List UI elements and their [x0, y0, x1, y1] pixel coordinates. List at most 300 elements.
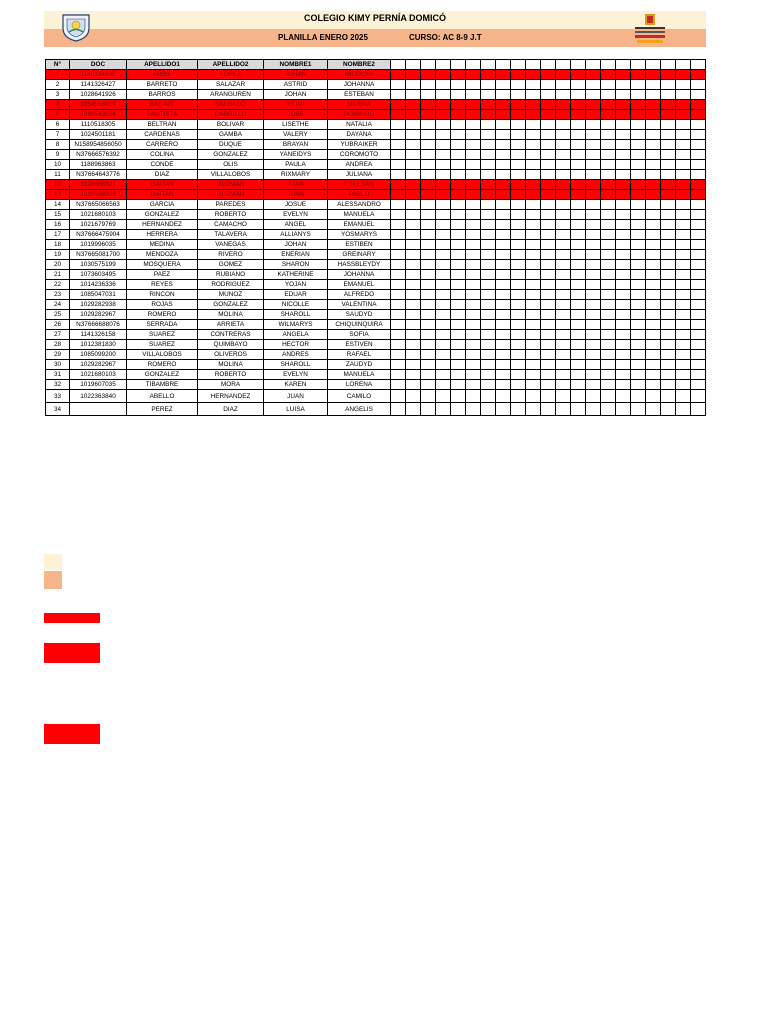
table-row — [46, 240, 706, 250]
grid-cell — [511, 80, 526, 90]
grid-cell — [586, 100, 601, 110]
grid-cell — [646, 360, 661, 370]
grid-cell — [406, 90, 421, 100]
table-row — [46, 170, 706, 180]
grid-cell — [691, 260, 706, 270]
grid-cell — [466, 290, 481, 300]
grid-cell — [526, 210, 541, 220]
grid-cell — [601, 140, 616, 150]
grid-cell — [631, 210, 646, 220]
nombre1-cell: ANGEL — [264, 220, 328, 230]
apellido2-cell: VILLALOBOS — [198, 170, 264, 180]
grid-cell — [481, 150, 496, 160]
grid-cell — [406, 300, 421, 310]
grid-cell — [526, 260, 541, 270]
doc-cell: 1028641926 — [70, 90, 127, 100]
grid-cell — [391, 320, 406, 330]
grid-cell — [406, 190, 421, 200]
grid-cell — [661, 240, 676, 250]
grid-header-cell — [646, 60, 661, 70]
grid-cell — [631, 230, 646, 240]
grid-cell — [511, 270, 526, 280]
grid-cell — [541, 403, 556, 416]
grid-cell — [421, 120, 436, 130]
grid-cell — [676, 120, 691, 130]
grid-cell — [481, 260, 496, 270]
nombre2-cell: JULIANA — [328, 170, 391, 180]
grid-cell — [616, 80, 631, 90]
apellido2-cell: ARANGUREN — [198, 90, 264, 100]
grid-cell — [451, 370, 466, 380]
grid-cell — [691, 370, 706, 380]
grid-cell — [586, 370, 601, 380]
nombre1-cell: JOHAN — [264, 70, 328, 80]
nombre2-cell: NICOLAS — [328, 70, 391, 80]
grid-header-cell — [421, 60, 436, 70]
grid-cell — [406, 150, 421, 160]
grid-cell — [691, 80, 706, 90]
grid-cell — [406, 80, 421, 90]
grid-cell — [421, 200, 436, 210]
grid-cell — [601, 210, 616, 220]
grid-cell — [616, 170, 631, 180]
grid-cell — [511, 260, 526, 270]
grid-cell — [391, 330, 406, 340]
course-label: CURSO: AC 8-9 J.T — [409, 33, 482, 42]
apellido1-cell: BELTRAN — [127, 120, 198, 130]
grid-cell — [451, 260, 466, 270]
nombre2-cell: ESTIBEN — [328, 240, 391, 250]
grid-cell — [406, 110, 421, 120]
grid-cell — [421, 150, 436, 160]
grid-cell — [541, 310, 556, 320]
grid-cell — [406, 70, 421, 80]
grid-cell — [436, 160, 451, 170]
grid-cell — [421, 280, 436, 290]
grid-cell — [526, 90, 541, 100]
grid-cell — [646, 170, 661, 180]
grid-cell — [556, 280, 571, 290]
grid-cell — [481, 360, 496, 370]
nombre2-cell: PABLO — [328, 190, 391, 200]
apellido1-cell: PEREZ — [127, 403, 198, 416]
grid-cell — [586, 140, 601, 150]
grid-cell — [391, 350, 406, 360]
nombre1-cell: ANDRES — [264, 350, 328, 360]
grid-cell — [421, 240, 436, 250]
table-row — [46, 180, 706, 190]
grid-cell — [646, 260, 661, 270]
grid-cell — [601, 310, 616, 320]
grid-cell — [556, 200, 571, 210]
nombre1-cell: JUAN — [264, 390, 328, 403]
grid-cell — [646, 220, 661, 230]
grid-cell — [526, 220, 541, 230]
grid-cell — [526, 290, 541, 300]
grid-cell — [631, 403, 646, 416]
grid-cell — [631, 140, 646, 150]
doc-cell: 1085047031 — [70, 290, 127, 300]
grid-cell — [616, 200, 631, 210]
grid-cell — [571, 370, 586, 380]
grid-cell — [691, 160, 706, 170]
grid-cell — [541, 190, 556, 200]
grid-cell — [661, 190, 676, 200]
grid-cell — [436, 330, 451, 340]
grid-cell — [691, 270, 706, 280]
grid-cell — [541, 330, 556, 340]
grid-cell — [646, 270, 661, 280]
grid-cell — [511, 250, 526, 260]
grid-cell — [406, 160, 421, 170]
row-number: 16 — [46, 220, 70, 230]
nombre2-cell: ANGELIS — [328, 403, 391, 416]
apellido1-cell: COLINA — [127, 150, 198, 160]
grid-cell — [481, 190, 496, 200]
apellido1-cell: GAITAN — [127, 190, 198, 200]
apellido2-cell: HERNANDEZ — [198, 390, 264, 403]
grid-cell — [646, 300, 661, 310]
grid-cell — [511, 150, 526, 160]
grid-cell — [601, 330, 616, 340]
nombre1-cell: JOHAN — [264, 240, 328, 250]
grid-cell — [616, 110, 631, 120]
grid-cell — [631, 350, 646, 360]
grid-cell — [616, 403, 631, 416]
grid-cell — [601, 90, 616, 100]
grid-cell — [421, 290, 436, 300]
grid-cell — [466, 330, 481, 340]
grid-cell — [496, 320, 511, 330]
grid-cell — [676, 160, 691, 170]
grid-cell — [586, 190, 601, 200]
grid-cell — [496, 280, 511, 290]
grid-cell — [661, 370, 676, 380]
grid-cell — [451, 403, 466, 416]
grid-cell — [676, 390, 691, 403]
doc-cell: 1021680103 — [70, 370, 127, 380]
grid-cell — [676, 70, 691, 80]
grid-cell — [616, 70, 631, 80]
grid-cell — [571, 180, 586, 190]
grid-cell — [556, 70, 571, 80]
nombre1-cell: YANEIDYS — [264, 150, 328, 160]
grid-cell — [661, 130, 676, 140]
grid-cell — [526, 130, 541, 140]
doc-cell: N158954856050 — [70, 140, 127, 150]
grid-cell — [601, 70, 616, 80]
grid-cell — [451, 300, 466, 310]
grid-cell — [436, 230, 451, 240]
grid-cell — [526, 250, 541, 260]
grid-cell — [391, 100, 406, 110]
grid-cell — [496, 70, 511, 80]
grid-cell — [481, 300, 496, 310]
grid-cell — [421, 300, 436, 310]
grid-cell — [436, 150, 451, 160]
grid-cell — [496, 190, 511, 200]
grid-cell — [541, 380, 556, 390]
grid-cell — [451, 200, 466, 210]
grid-cell — [496, 150, 511, 160]
grid-cell — [661, 140, 676, 150]
grid-cell — [601, 180, 616, 190]
grid-cell — [466, 340, 481, 350]
doc-cell: 1085099200 — [70, 350, 127, 360]
grid-cell — [676, 130, 691, 140]
grid-cell — [661, 390, 676, 403]
grid-cell — [496, 300, 511, 310]
grid-cell — [391, 240, 406, 250]
grid-cell — [556, 260, 571, 270]
grid-cell — [526, 140, 541, 150]
grid-cell — [436, 70, 451, 80]
grid-cell — [451, 320, 466, 330]
grid-cell — [406, 130, 421, 140]
table-row — [46, 140, 706, 150]
grid-cell — [496, 80, 511, 90]
grid-cell — [466, 220, 481, 230]
grid-cell — [661, 160, 676, 170]
grid-header-cell — [631, 60, 646, 70]
apellido2-cell: ROBERTO — [198, 370, 264, 380]
apellido1-cell: BARRETO — [127, 80, 198, 90]
grid-cell — [406, 210, 421, 220]
grid-cell — [601, 200, 616, 210]
nombre1-cell: KATHERINE — [264, 270, 328, 280]
grid-cell — [691, 230, 706, 240]
grid-cell — [511, 210, 526, 220]
nombre1-cell: ALLIANYS — [264, 230, 328, 240]
grid-cell — [391, 310, 406, 320]
grid-cell — [571, 320, 586, 330]
grid-cell — [496, 200, 511, 210]
grid-cell — [646, 110, 661, 120]
grid-cell — [511, 90, 526, 100]
apellido2-cell: GONZALEZ — [198, 150, 264, 160]
grid-cell — [676, 240, 691, 250]
grid-cell — [436, 130, 451, 140]
grid-cell — [451, 250, 466, 260]
grid-cell — [526, 350, 541, 360]
grid-cell — [661, 350, 676, 360]
doc-cell: N37666576392 — [70, 150, 127, 160]
table-row — [46, 290, 706, 300]
grid-cell — [601, 370, 616, 380]
nombre2-cell: ANDREA — [328, 160, 391, 170]
table-row — [46, 80, 706, 90]
apellido1-cell: GARCIA — [127, 200, 198, 210]
nombre2-cell: LORENA — [328, 380, 391, 390]
table-row — [46, 360, 706, 370]
grid-cell — [421, 180, 436, 190]
grid-cell — [451, 280, 466, 290]
grid-cell — [406, 360, 421, 370]
apellido1-cell: ABRIL — [127, 70, 198, 80]
grid-cell — [541, 160, 556, 170]
grid-cell — [451, 390, 466, 403]
table-row — [46, 310, 706, 320]
grid-cell — [631, 200, 646, 210]
grid-cell — [616, 100, 631, 110]
grid-cell — [451, 240, 466, 250]
apellido1-cell: ABELLO — [127, 390, 198, 403]
grid-cell — [676, 370, 691, 380]
grid-cell — [601, 270, 616, 280]
grid-header-cell — [436, 60, 451, 70]
grid-header-cell — [541, 60, 556, 70]
grid-cell — [511, 120, 526, 130]
grid-cell — [421, 130, 436, 140]
grid-cell — [496, 310, 511, 320]
grid-cell — [601, 130, 616, 140]
row-number: 10 — [46, 160, 70, 170]
apellido1-cell: ROMERO — [127, 360, 198, 370]
grid-cell — [481, 160, 496, 170]
table-row — [46, 200, 706, 210]
grid-cell — [541, 320, 556, 330]
grid-cell — [601, 350, 616, 360]
grid-cell — [571, 130, 586, 140]
grid-cell — [481, 110, 496, 120]
grid-cell — [646, 290, 661, 300]
grid-cell — [511, 220, 526, 230]
grid-header-cell — [496, 60, 511, 70]
grid-cell — [541, 100, 556, 110]
grid-cell — [451, 130, 466, 140]
grid-cell — [556, 90, 571, 100]
grid-cell — [676, 180, 691, 190]
table-header-row — [46, 60, 706, 70]
grid-cell — [526, 310, 541, 320]
apellido1-cell: HERNANDEZ — [127, 220, 198, 230]
col-header-number: N° — [46, 60, 70, 70]
grid-cell — [511, 280, 526, 290]
grid-cell — [676, 100, 691, 110]
grid-cell — [436, 300, 451, 310]
nombre2-cell: DOMINGO — [328, 110, 391, 120]
grid-cell — [391, 150, 406, 160]
grid-cell — [691, 300, 706, 310]
grid-cell — [451, 210, 466, 220]
table-row — [46, 100, 706, 110]
grid-cell — [556, 180, 571, 190]
grid-cell — [481, 270, 496, 280]
doc-cell: 1021680103 — [70, 210, 127, 220]
nombre2-cell: VALENTINA — [328, 300, 391, 310]
grid-cell — [586, 170, 601, 180]
grid-cell — [391, 140, 406, 150]
apellido1-cell: BAUTISTA — [127, 110, 198, 120]
grid-cell — [601, 100, 616, 110]
table-row — [46, 150, 706, 160]
grid-cell — [406, 403, 421, 416]
grid-cell — [676, 310, 691, 320]
grid-cell — [556, 320, 571, 330]
grid-cell — [421, 390, 436, 403]
apellido2-cell: GUZMAN — [198, 190, 264, 200]
doc-cell: 1030575199 — [70, 260, 127, 270]
grid-cell — [571, 90, 586, 100]
grid-cell — [421, 70, 436, 80]
grid-header-cell — [601, 60, 616, 70]
grid-cell — [571, 260, 586, 270]
apellido2-cell: SALGADO — [198, 100, 264, 110]
grid-cell — [601, 340, 616, 350]
grid-cell — [646, 403, 661, 416]
grid-cell — [511, 180, 526, 190]
grid-cell — [616, 290, 631, 300]
grid-cell — [586, 110, 601, 120]
grid-cell — [676, 140, 691, 150]
nombre1-cell: YEIMI — [264, 100, 328, 110]
grid-cell — [466, 140, 481, 150]
grid-cell — [646, 240, 661, 250]
apellido1-cell: REYES — [127, 280, 198, 290]
grid-cell — [466, 320, 481, 330]
grid-cell — [406, 320, 421, 330]
grid-cell — [571, 170, 586, 180]
grid-cell — [466, 190, 481, 200]
grid-cell — [436, 110, 451, 120]
grid-cell — [496, 120, 511, 130]
grid-cell — [661, 330, 676, 340]
grid-cell — [406, 230, 421, 240]
grid-cell — [541, 300, 556, 310]
grid-cell — [616, 370, 631, 380]
nombre1-cell: RIXMARY — [264, 170, 328, 180]
grid-cell — [481, 240, 496, 250]
grid-cell — [646, 180, 661, 190]
grid-cell — [601, 260, 616, 270]
grid-cell — [466, 210, 481, 220]
grid-cell — [616, 230, 631, 240]
apellido2-cell: GONZALEZ — [198, 300, 264, 310]
nombre1-cell: JUAN — [264, 180, 328, 190]
nombre1-cell: KAREN — [264, 380, 328, 390]
doc-cell: N37665081700 — [70, 250, 127, 260]
grid-cell — [691, 340, 706, 350]
nombre1-cell: PAULA — [264, 160, 328, 170]
grid-cell — [466, 250, 481, 260]
row-number: 33 — [46, 390, 70, 403]
table-row — [46, 340, 706, 350]
grid-cell — [496, 290, 511, 300]
grid-cell — [541, 360, 556, 370]
grid-cell — [466, 130, 481, 140]
grid-cell — [631, 340, 646, 350]
grid-cell — [556, 80, 571, 90]
grid-cell — [511, 200, 526, 210]
row-number: 13 — [46, 190, 70, 200]
nombre2-cell: EMANUEL — [328, 280, 391, 290]
grid-cell — [541, 220, 556, 230]
legend-swatch — [44, 643, 100, 663]
grid-cell — [601, 120, 616, 130]
grid-cell — [676, 220, 691, 230]
grid-cell — [571, 403, 586, 416]
grid-cell — [541, 270, 556, 280]
grid-cell — [451, 380, 466, 390]
grid-cell — [466, 310, 481, 320]
nombre1-cell: LUISA — [264, 403, 328, 416]
grid-cell — [451, 140, 466, 150]
grid-cell — [661, 80, 676, 90]
grid-cell — [421, 110, 436, 120]
grid-cell — [526, 360, 541, 370]
grid-cell — [391, 210, 406, 220]
nombre1-cell: EVELYN — [264, 210, 328, 220]
